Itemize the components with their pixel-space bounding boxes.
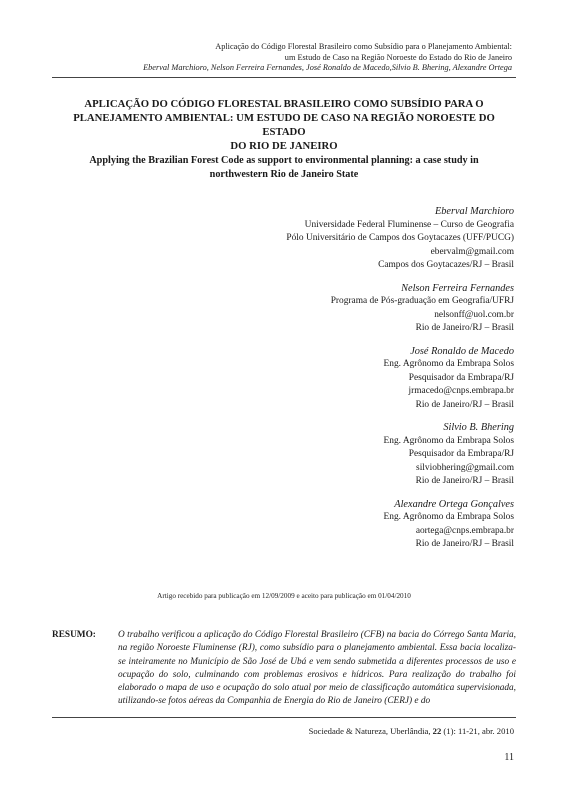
author-location: Rio de Janeiro/RJ – Brasil xyxy=(415,399,514,410)
running-header-line: um Estudo de Caso na Região Noroeste do Estado do Rio de Janeiro xyxy=(284,52,512,62)
author-affiliation: Pesquisador da Embrapa/RJ xyxy=(408,372,514,383)
author-list xyxy=(114,205,514,552)
author-block xyxy=(114,205,514,273)
footer-divider xyxy=(52,717,516,718)
author-block xyxy=(114,345,514,413)
author-affiliation: Eng. Agrônomo da Embrapa Solos xyxy=(383,435,514,446)
title-line: northwestern Rio de Janeiro State xyxy=(209,169,359,180)
title-line: DO RIO DE JANEIRO xyxy=(230,140,338,152)
received-note: Artigo recebido para publicação em 12/09/2009 e aceito para publicação em 01/04/2010 xyxy=(157,592,411,600)
author-affiliation: Pólo Universitário de Campos dos Goytacazes (UFF/PUCG) xyxy=(286,233,514,244)
journal-volume: 22 xyxy=(432,726,442,736)
running-header-authors: Eberval Marchioro, Nelson Ferreira Fernandes, José Ronaldo de Macedo,Silvio B. Bhering, Alexandre Ortega xyxy=(143,63,512,73)
author-location: Rio de Janeiro/RJ – Brasil xyxy=(415,476,514,487)
author-email: jrmacedo@cnps.embrapa.br xyxy=(408,386,514,397)
journal-footer xyxy=(50,726,514,736)
author-name: José Ronaldo de Macedo xyxy=(410,345,514,357)
abstract-label: RESUMO: xyxy=(52,630,96,640)
abstract xyxy=(52,629,516,709)
author-name: Eberval Marchioro xyxy=(434,206,514,217)
journal-name: Sociedade & Natureza, Uberlândia, xyxy=(308,726,431,736)
author-location: Rio de Janeiro/RJ – Brasil xyxy=(415,323,514,334)
author-name: Alexandre Ortega Gonçalves xyxy=(394,498,514,510)
author-name: Silvio B. Bhering xyxy=(443,422,514,434)
author-block xyxy=(114,498,514,552)
author-name: Nelson Ferreira Fernandes xyxy=(401,282,514,294)
author-affiliation: Universidade Federal Fluminense – Curso de Geografia xyxy=(304,219,514,230)
author-email: aortega@cnps.embrapa.br xyxy=(415,525,514,536)
author-affiliation: Pesquisador da Embrapa/RJ xyxy=(408,449,514,460)
running-header xyxy=(52,42,512,74)
author-email: ebervalm@gmail.com xyxy=(430,246,514,257)
page-number: 11 xyxy=(504,752,514,763)
header-divider xyxy=(52,77,516,78)
author-location: Rio de Janeiro/RJ – Brasil xyxy=(415,539,514,550)
author-email: nelsonff@uol.com.br xyxy=(434,309,514,320)
author-email: silviobhering@gmail.com xyxy=(416,462,514,473)
title-portuguese xyxy=(52,97,516,153)
title-line: APLICAÇÃO DO CÓDIGO FLORESTAL BRASILEIRO COMO SUBSÍDIO PARA O xyxy=(84,98,484,110)
title-english xyxy=(52,154,516,182)
title-line: Applying the Brazilian Forest Code as support to environmental planning: a case study in xyxy=(89,155,479,166)
abstract-text: O trabalho verificou a aplicação do Código Florestal Brasileiro (CFB) na bacia do Córrego Santa Maria, na região Noroeste Fluminense (RJ), como subsídio para o planejamento ambiental. Essa bacia localiza-se inteiramente no Município de São José de Ubá e vem sendo submetida a diferentes processos de uso e ocupação do solo, culminando com problemas erosivos e hídricos. Para realização do trabalho foi elaborado o mapa de uso e ocupação do solo atual por meio de classificação automática supervisionada, utilizando-se fotos aéreas da Companhia de Energia do Rio de Janeiro (CERJ) e do xyxy=(118,630,516,707)
author-block xyxy=(114,282,514,336)
author-affiliation: Programa de Pós-graduação em Geografia/UFRJ xyxy=(330,296,514,307)
journal-issue: (1): 11-21, abr. 2010 xyxy=(443,726,514,736)
author-block xyxy=(114,421,514,489)
author-location: Campos dos Goytacazes/RJ – Brasil xyxy=(378,260,514,271)
author-affiliation: Eng. Agrônomo da Embrapa Solos xyxy=(383,512,514,523)
running-header-line: Aplicação do Código Florestal Brasileiro como Subsídio para o Planejamento Ambiental: xyxy=(215,42,512,51)
author-affiliation: Eng. Agrônomo da Embrapa Solos xyxy=(383,359,514,370)
title-line: PLANEJAMENTO AMBIENTAL: UM ESTUDO DE CASO NA REGIÃO NOROESTE DO ESTADO xyxy=(73,112,495,138)
